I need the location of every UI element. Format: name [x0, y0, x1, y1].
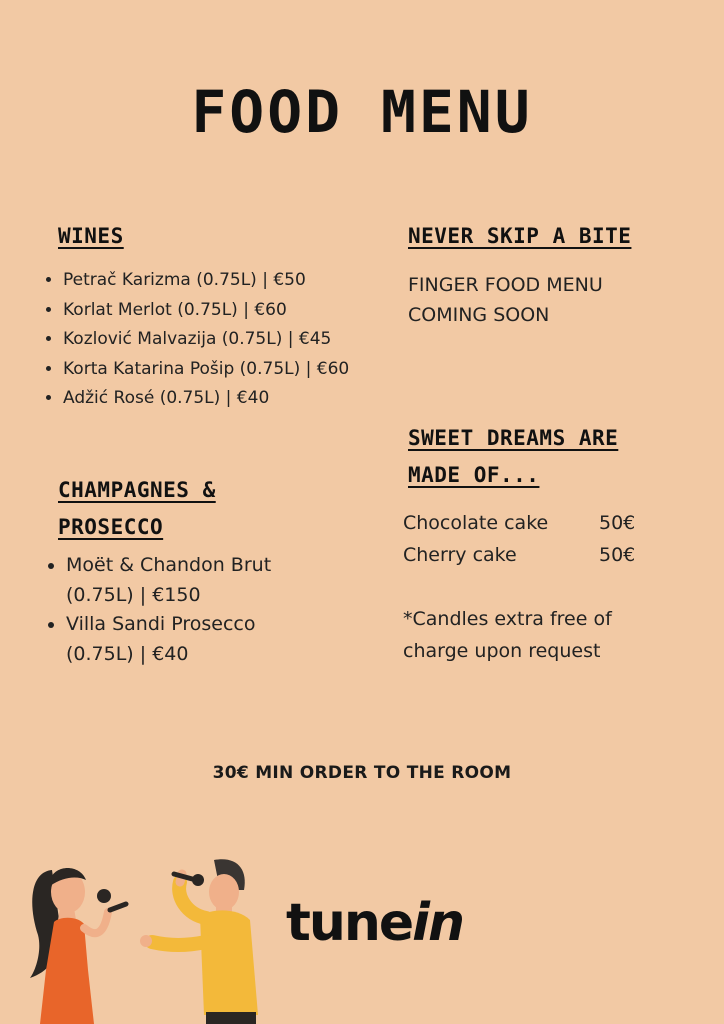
- bites-line1: FINGER FOOD MENU: [408, 274, 603, 296]
- logo-part2: in: [412, 893, 464, 953]
- champagnes-heading: [58, 472, 216, 546]
- man-singer-icon: [140, 859, 258, 1024]
- bites-heading: NEVER SKIP A BITE: [408, 224, 632, 248]
- bites-text: [408, 270, 603, 330]
- dessert-name: Cherry cake: [403, 544, 517, 566]
- list-item: [403, 539, 635, 571]
- champagnes-list: [48, 551, 316, 669]
- dessert-price: 50€: [599, 544, 636, 566]
- tunein-logo: [286, 893, 463, 953]
- desserts-note: [403, 603, 612, 667]
- list-item: • Korta Katarina Pošip (0.75L) | €60: [63, 355, 349, 385]
- dessert-name: Chocolate cake: [403, 512, 549, 534]
- woman-singer-icon: [30, 868, 126, 1024]
- champagnes-heading-line1: CHAMPAGNES &: [58, 478, 216, 502]
- list-item: [403, 507, 635, 539]
- desserts-heading-line2: MADE OF...: [408, 463, 540, 487]
- champagnes-heading-line2: PROSECCO: [58, 515, 164, 539]
- min-order-note: 30€ MIN ORDER TO THE ROOM: [212, 763, 512, 783]
- list-item: • Korlat Merlot (0.75L) | €60: [63, 296, 349, 326]
- list-item: • Villa Sandi Prosecco (0.75L) | €40: [66, 610, 316, 669]
- desserts-note-line1: *Candles extra free of: [403, 608, 612, 630]
- list-item: • Adžić Rosé (0.75L) | €40: [63, 384, 349, 414]
- singers-illustration: [0, 850, 280, 1024]
- desserts-heading-line1: SWEET DREAMS ARE: [408, 426, 619, 450]
- desserts-heading: [408, 420, 618, 494]
- list-item: • Kozlović Malvazija (0.75L) | €45: [63, 325, 349, 355]
- desserts-note-line2: charge upon request: [403, 640, 601, 662]
- dessert-price: 50€: [599, 512, 636, 534]
- wines-heading: WINES: [58, 224, 124, 248]
- bites-line2: COMING SOON: [408, 304, 550, 326]
- desserts-list: [403, 507, 635, 571]
- wines-list: [45, 266, 349, 414]
- list-item: • Moët & Chandon Brut (0.75L) | €150: [66, 551, 316, 610]
- logo-part1: tune: [286, 893, 413, 953]
- page-title: FOOD MENU: [191, 78, 533, 146]
- list-item: • Petrač Karizma (0.75L) | €50: [63, 266, 349, 296]
